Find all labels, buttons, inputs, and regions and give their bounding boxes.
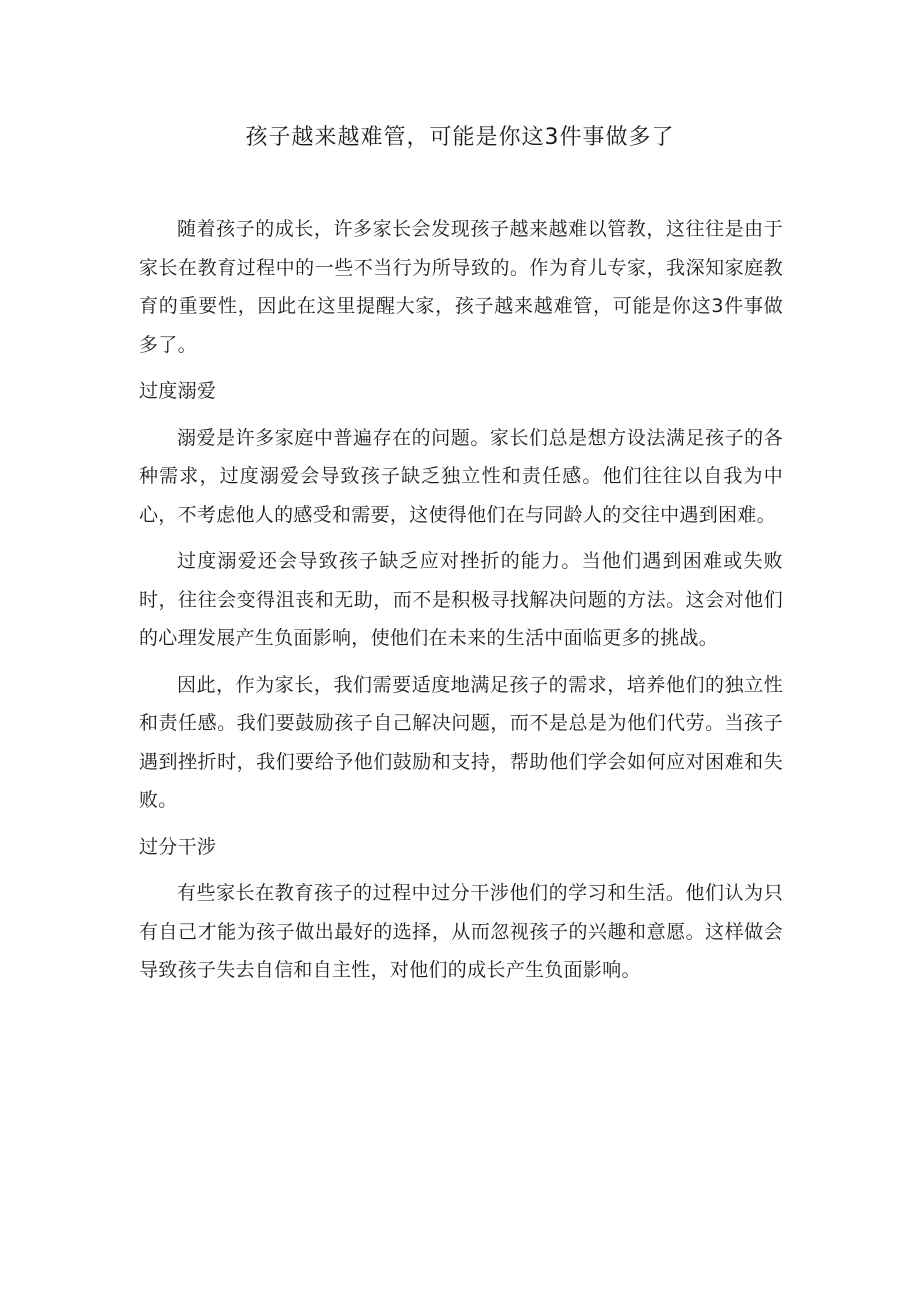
paragraph-overindulgence-1: 溺爱是许多家庭中普遍存在的问题。家长们总是想方设法满足孩子的各种需求，过度溺爱会导致孩子缺乏独立性和责任感。他们往往以自我为中心，不考虑他人的感受和需要，这使得他们在与同龄人的交往中遇到困难。 — [139, 426, 783, 526]
document-title: 孩子越来越难管，可能是你这3件事做多了 — [245, 125, 675, 150]
intro-paragraph: 随着孩子的成长，许多家长会发现孩子越来越难以管教，这往往是由于家长在教育过程中的一些不当行为所导致的。作为育儿专家，我深知家庭教育的重要性，因此在这里提醒大家，孩子越来越难管，可能是你这3件事做多了。 — [139, 218, 783, 356]
paragraph-overindulgence-3: 因此，作为家长，我们需要适度地满足孩子的需求，培养他们的独立性和责任感。我们要鼓励孩子自己解决问题，而不是总是为他们代劳。当孩子遇到挫折时，我们要给予他们鼓励和支持，帮助他们学会如何应对困难和失败。 — [139, 673, 783, 811]
document-body — [139, 210, 783, 998]
section-heading-overinterference: 过分干涉 — [139, 835, 217, 858]
paragraph-overindulgence-2: 过度溺爱还会导致孩子缺乏应对挫折的能力。当他们遇到困难或失败时，往往会变得沮丧和无助，而不是积极寻找解决问题的方法。这会对他们的心理发展产生负面影响，使他们在未来的生活中面临更多的挑战。 — [139, 550, 783, 649]
paragraph-overinterference-1: 有些家长在教育孩子的过程中过分干涉他们的学习和生活。他们认为只有自己才能为孩子做出最好的选择，从而忽视孩子的兴趣和意愿。这样做会导致孩子失去自信和自主性，对他们的成长产生负面影响。 — [139, 882, 783, 981]
section-heading-overindulgence: 过度溺爱 — [139, 380, 217, 402]
